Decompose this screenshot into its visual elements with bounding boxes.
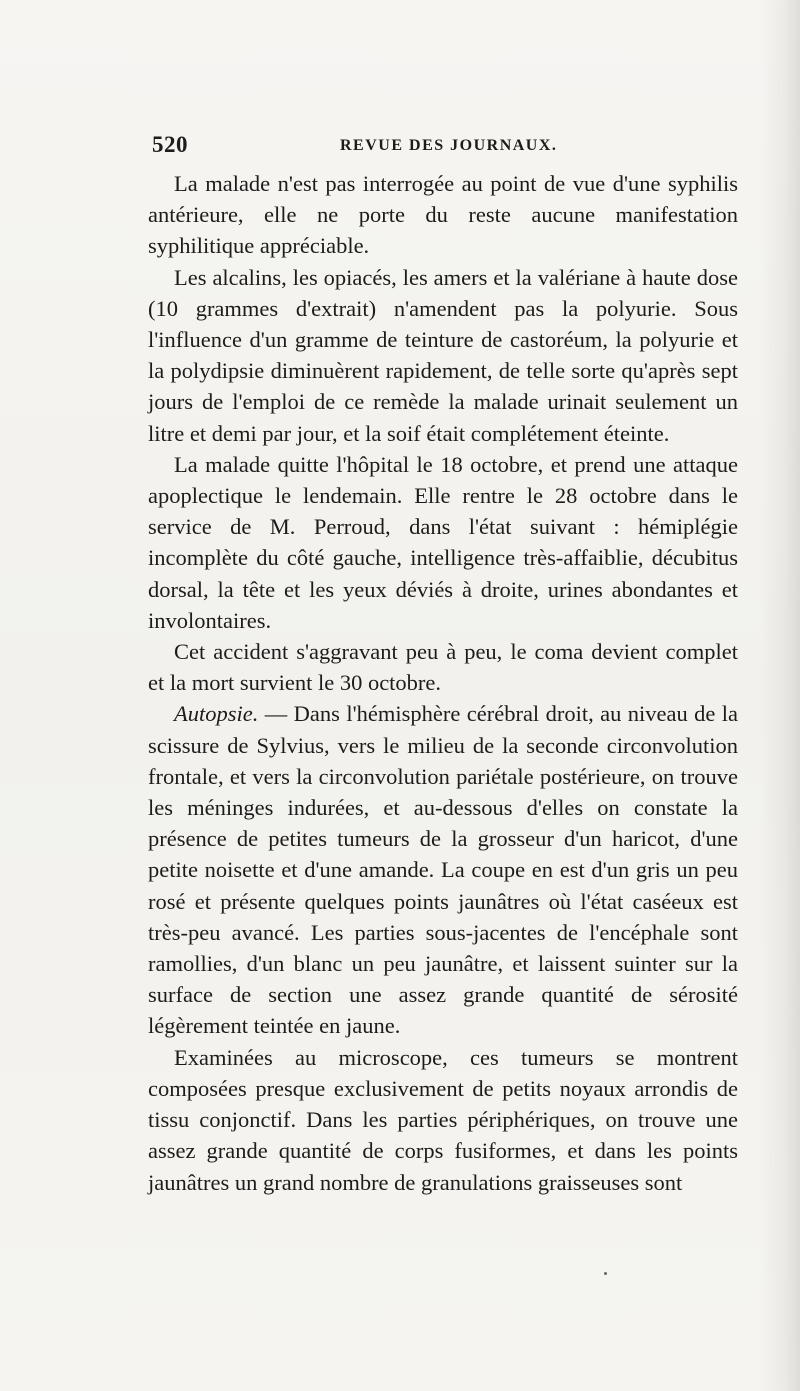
page-spine-shadow bbox=[760, 0, 800, 1391]
page-header bbox=[152, 128, 736, 168]
paragraph-6-text: Examinées au microscope, ces tumeurs se montrent composées presque exclusivement de petits noyaux arrondis de tissu conjonctif. Dans les parties périphériques, on trouve une assez grande quantité de corps fusiformes, et dans les points jaunâtres un grand nombre de granulations graisseuses sont bbox=[148, 1044, 738, 1195]
paragraph-2 bbox=[148, 262, 738, 449]
body-text bbox=[148, 168, 738, 1198]
running-title: REVUE DES JOURNAUX. bbox=[340, 137, 558, 154]
paragraph-1-text: La malade n'est pas interrogée au point de vue d'une syphilis antérieure, elle ne porte du reste aucune manifestation syphilitique appréciable. bbox=[148, 171, 738, 259]
paragraph-5-text: — Dans l'hémisphère cérébral droit, au niveau de la scissure de Sylvius, vers le milieu de la seconde circonvolution frontale, et vers la circonvolution pariétale postérieure, on trouve les méninges indurées, et au-dessous d'elles on constate la présence de petites tumeurs de la grosseur d'un haricot, d'une petite noisette et d'une amande. La coupe en est d'un gris un peu rosé et présente quelques points jaunâtres où l'état caséeux est très-peu avancé. Les parties sous-jacentes de l'encéphale sont ramollies, d'un blanc un peu jaunâtre, et laissent suinter sur la surface de section une assez grande quantité de sérosité légèrement teintée en jaune. bbox=[148, 701, 738, 1039]
paragraph-3-text: La malade quitte l'hôpital le 18 octobre, et prend une attaque apoplectique le lendemain. Elle rentre le 28 octobre dans le service de M. Perroud, dans l'état suivant : hémiplégie incomplète du côté gauche, intelligence très-affaiblie, décubitus dorsal, la tête et les yeux déviés à droite, urines abondantes et involontaires. bbox=[148, 451, 738, 633]
paragraph-5 bbox=[148, 698, 738, 1041]
paragraph-3 bbox=[148, 449, 738, 636]
paragraph-4 bbox=[148, 636, 738, 698]
paragraph-1 bbox=[148, 168, 738, 262]
paragraph-6 bbox=[148, 1042, 738, 1198]
page-number: 520 bbox=[152, 132, 188, 157]
ink-speck bbox=[604, 1272, 607, 1275]
autopsie-heading: Autopsie. bbox=[174, 701, 259, 727]
paragraph-4-text: Cet accident s'aggravant peu à peu, le coma devient complet et la mort survient le 30 octobre. bbox=[148, 639, 738, 696]
paragraph-2-text: Les alcalins, les opiacés, les amers et la valériane à haute dose (10 grammes d'extrait) n'amendent pas la polyurie. Sous l'influence d'un gramme de teinture de castoréum, la polyurie et la polydipsie diminuèrent rapidement, de telle sorte qu'après sept jours de l'emploi de ce remède la malade urinait seulement un litre et demi par jour, et la soif était complétement éteinte. bbox=[148, 264, 738, 446]
